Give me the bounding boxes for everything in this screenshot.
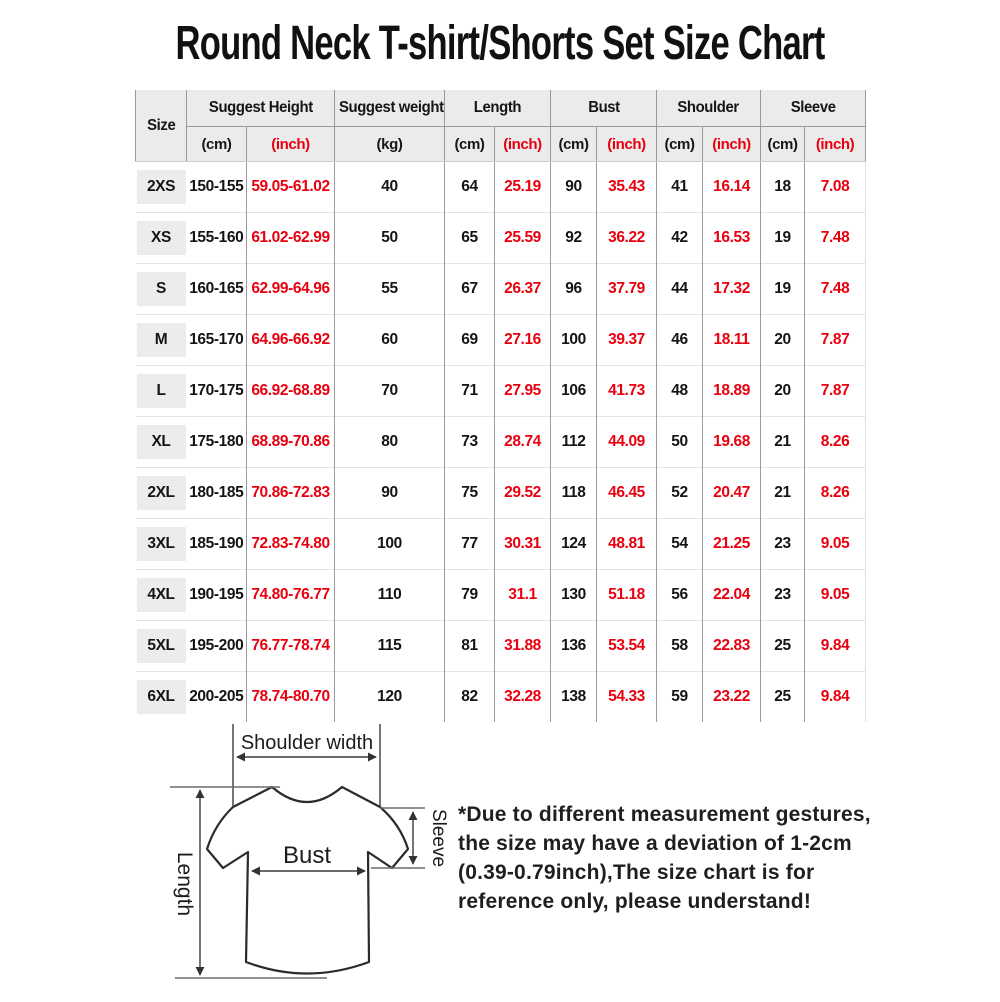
cell-bust-cm: 130 <box>551 570 597 621</box>
cell-size <box>136 264 187 315</box>
cell-sleeve-cm: 19 <box>761 264 805 315</box>
cell-height-inch: 70.86-72.83 <box>247 468 335 519</box>
cell-size <box>136 468 187 519</box>
cell-bust-inch: 51.18 <box>597 570 657 621</box>
cell-shoulder-inch: 17.32 <box>703 264 761 315</box>
cell-height-inch: 68.89-70.86 <box>247 417 335 468</box>
cell-bust-cm: 138 <box>551 672 597 723</box>
cell-size <box>136 315 187 366</box>
cell-shoulder-cm: 54 <box>657 519 703 570</box>
cell-height-cm: 185-190 <box>187 519 247 570</box>
cell-length-cm: 73 <box>445 417 495 468</box>
cell-height-inch: 76.77-78.74 <box>247 621 335 672</box>
cell-shoulder-inch: 22.83 <box>703 621 761 672</box>
cell-shoulder-cm: 44 <box>657 264 703 315</box>
cell-height-cm: 165-170 <box>187 315 247 366</box>
cell-shoulder-cm: 59 <box>657 672 703 723</box>
cell-shoulder-inch: 19.68 <box>703 417 761 468</box>
cell-sleeve-inch: 9.84 <box>805 621 866 672</box>
cell-sleeve-inch: 7.48 <box>805 213 866 264</box>
cell-height-inch: 74.80-76.77 <box>247 570 335 621</box>
table-row <box>136 570 866 621</box>
cell-length-cm: 69 <box>445 315 495 366</box>
cell-sleeve-cm: 20 <box>761 315 805 366</box>
cell-sleeve-inch: 9.05 <box>805 570 866 621</box>
cell-weight-kg: 70 <box>335 366 445 417</box>
cell-weight-kg: 60 <box>335 315 445 366</box>
cell-bust-cm: 106 <box>551 366 597 417</box>
size-chip: 6XL <box>137 680 186 714</box>
cell-sleeve-cm: 23 <box>761 519 805 570</box>
label-length: Length <box>173 851 196 917</box>
note-text <box>458 800 888 916</box>
size-chip: S <box>137 272 186 306</box>
cell-length-inch: 27.16 <box>495 315 551 366</box>
size-chart-table <box>135 90 866 722</box>
cell-weight-kg: 90 <box>335 468 445 519</box>
table-row <box>136 366 866 417</box>
cell-shoulder-cm: 50 <box>657 417 703 468</box>
size-chip: 5XL <box>137 629 186 663</box>
cell-length-cm: 77 <box>445 519 495 570</box>
unit-length-cm: (cm) <box>445 127 495 162</box>
cell-height-inch: 62.99-64.96 <box>247 264 335 315</box>
cell-bust-inch: 39.37 <box>597 315 657 366</box>
cell-shoulder-cm: 56 <box>657 570 703 621</box>
cell-size <box>136 570 187 621</box>
cell-sleeve-inch: 8.26 <box>805 417 866 468</box>
table-header <box>136 90 866 162</box>
unit-weight-kg: (kg) <box>335 127 445 162</box>
size-chip: 2XS <box>137 170 186 204</box>
cell-bust-cm: 100 <box>551 315 597 366</box>
cell-sleeve-inch: 9.84 <box>805 672 866 723</box>
tshirt-outline <box>207 787 408 974</box>
col-header-sleeve: Sleeve <box>761 90 866 127</box>
table-row <box>136 468 866 519</box>
cell-shoulder-cm: 48 <box>657 366 703 417</box>
size-chart-body <box>136 162 866 723</box>
table-row <box>136 162 866 213</box>
cell-shoulder-cm: 41 <box>657 162 703 213</box>
cell-height-inch: 66.92-68.89 <box>247 366 335 417</box>
cell-size <box>136 621 187 672</box>
size-chip: 3XL <box>137 527 186 561</box>
cell-height-cm: 195-200 <box>187 621 247 672</box>
cell-size <box>136 162 187 213</box>
unit-bust-inch: (inch) <box>597 127 657 162</box>
table-row <box>136 621 866 672</box>
tshirt-measurement-diagram <box>145 712 465 1002</box>
cell-shoulder-cm: 58 <box>657 621 703 672</box>
cell-shoulder-inch: 16.53 <box>703 213 761 264</box>
cell-length-inch: 30.31 <box>495 519 551 570</box>
cell-height-inch: 64.96-66.92 <box>247 315 335 366</box>
cell-bust-inch: 54.33 <box>597 672 657 723</box>
table-row <box>136 213 866 264</box>
cell-bust-inch: 36.22 <box>597 213 657 264</box>
cell-height-cm: 150-155 <box>189 178 244 195</box>
cell-height-cm: 190-195 <box>187 570 247 621</box>
cell-sleeve-inch: 9.05 <box>805 519 866 570</box>
cell-length-cm: 75 <box>445 468 495 519</box>
note-line: reference only, please understand! <box>458 890 812 913</box>
cell-length-inch: 32.28 <box>495 672 551 723</box>
cell-height-cm: 170-175 <box>187 366 247 417</box>
cell-sleeve-cm: 25 <box>761 672 805 723</box>
cell-sleeve-cm: 23 <box>761 570 805 621</box>
size-chip: XS <box>137 221 186 255</box>
unit-height-cm: (cm) <box>187 127 247 162</box>
cell-shoulder-inch: 18.89 <box>703 366 761 417</box>
cell-size <box>136 366 187 417</box>
cell-length-inch: 25.59 <box>495 213 551 264</box>
cell-bust-inch: 53.54 <box>597 621 657 672</box>
cell-weight-kg: 40 <box>335 162 445 213</box>
cell-height-cm: 155-160 <box>187 213 247 264</box>
cell-bust-inch: 41.73 <box>597 366 657 417</box>
cell-weight-kg: 100 <box>335 519 445 570</box>
cell-weight-kg: 55 <box>335 264 445 315</box>
cell-length-inch: 31.1 <box>495 570 551 621</box>
cell-bust-cm: 96 <box>551 264 597 315</box>
cell-bust-cm: 124 <box>551 519 597 570</box>
cell-length-inch: 26.37 <box>495 264 551 315</box>
cell-shoulder-inch: 23.22 <box>703 672 761 723</box>
cell-height-cm: 180-185 <box>187 468 247 519</box>
cell-height-cm: 160-165 <box>187 264 247 315</box>
size-chip: L <box>137 374 186 408</box>
size-chip: 4XL <box>137 578 186 612</box>
col-header-suggest-height: Suggest Height <box>187 90 335 127</box>
note-line: the size may have a deviation of 1-2cm <box>458 832 852 855</box>
cell-bust-cm: 112 <box>551 417 597 468</box>
cell-length-cm: 81 <box>445 621 495 672</box>
cell-height-inch: 59.05-61.02 <box>247 162 335 213</box>
cell-sleeve-inch: 7.87 <box>805 366 866 417</box>
cell-weight-kg: 120 <box>335 672 445 723</box>
cell-shoulder-inch: 21.25 <box>703 519 761 570</box>
cell-size <box>136 213 187 264</box>
cell-shoulder-inch: 22.04 <box>703 570 761 621</box>
cell-shoulder-cm: 46 <box>657 315 703 366</box>
size-chip: M <box>137 323 186 357</box>
cell-weight-kg: 80 <box>335 417 445 468</box>
note-line: (0.39-0.79inch),The size chart is for <box>458 861 815 884</box>
cell-bust-inch: 37.79 <box>597 264 657 315</box>
cell-shoulder-cm: 52 <box>657 468 703 519</box>
cell-shoulder-inch: 20.47 <box>703 468 761 519</box>
cell-sleeve-cm: 21 <box>761 468 805 519</box>
cell-length-inch: 28.74 <box>495 417 551 468</box>
cell-bust-cm: 118 <box>551 468 597 519</box>
cell-sleeve-cm: 20 <box>761 366 805 417</box>
size-chart <box>135 90 866 722</box>
cell-sleeve-cm: 18 <box>761 162 805 213</box>
cell-height-cm: 175-180 <box>187 417 247 468</box>
cell-length-cm: 79 <box>445 570 495 621</box>
unit-sleeve-cm: (cm) <box>761 127 805 162</box>
cell-shoulder-inch: 18.11 <box>703 315 761 366</box>
table-row <box>136 315 866 366</box>
unit-height-inch: (inch) <box>247 127 335 162</box>
cell-weight-kg: 115 <box>335 621 445 672</box>
col-header-bust: Bust <box>551 90 657 127</box>
cell-length-cm: 67 <box>445 264 495 315</box>
col-header-shoulder: Shoulder <box>657 90 761 127</box>
size-chip: 2XL <box>137 476 186 510</box>
cell-bust-cm: 92 <box>551 213 597 264</box>
cell-bust-inch: 35.43 <box>597 162 657 213</box>
unit-sleeve-inch: (inch) <box>805 127 866 162</box>
table-row <box>136 264 866 315</box>
cell-bust-cm: 136 <box>551 621 597 672</box>
cell-length-cm: 64 <box>445 162 495 213</box>
label-shoulder-width: Shoulder width <box>240 732 374 754</box>
cell-bust-inch: 44.09 <box>597 417 657 468</box>
cell-length-inch: 29.52 <box>495 468 551 519</box>
cell-shoulder-inch: 16.14 <box>703 162 761 213</box>
cell-height-inch: 61.02-62.99 <box>247 213 335 264</box>
cell-length-cm: 71 <box>445 366 495 417</box>
col-header-size: Size <box>136 90 187 162</box>
table-row <box>136 417 866 468</box>
col-header-suggest-weight: Suggest weight <box>335 90 445 127</box>
cell-sleeve-cm: 19 <box>761 213 805 264</box>
cell-sleeve-cm: 25 <box>761 621 805 672</box>
cell-weight-kg: 50 <box>335 213 445 264</box>
cell-height-inch: 78.74-80.70 <box>247 672 335 723</box>
cell-length-inch: 25.19 <box>495 162 551 213</box>
cell-sleeve-inch: 8.26 <box>805 468 866 519</box>
label-sleeve: Sleeve <box>428 808 449 868</box>
cell-bust-inch: 46.45 <box>597 468 657 519</box>
unit-shoulder-cm: (cm) <box>657 127 703 162</box>
cell-shoulder-cm: 42 <box>657 213 703 264</box>
cell-weight-kg: 110 <box>335 570 445 621</box>
cell-bust-inch: 48.81 <box>597 519 657 570</box>
cell-bust-cm: 90 <box>551 162 597 213</box>
col-header-length: Length <box>445 90 551 127</box>
table-row <box>136 519 866 570</box>
cell-sleeve-inch: 7.87 <box>805 315 866 366</box>
cell-length-cm: 65 <box>445 213 495 264</box>
cell-length-inch: 27.95 <box>495 366 551 417</box>
cell-sleeve-inch: 7.08 <box>805 162 866 213</box>
cell-height-inch: 72.83-74.80 <box>247 519 335 570</box>
label-bust: Bust <box>282 842 332 869</box>
cell-size <box>136 417 187 468</box>
cell-height-cm: 200-205 <box>187 672 247 723</box>
note-line: *Due to different measurement gestures, <box>458 803 871 826</box>
size-chip: XL <box>137 425 186 459</box>
cell-size <box>136 519 187 570</box>
cell-length-inch: 31.88 <box>495 621 551 672</box>
cell-sleeve-inch: 7.48 <box>805 264 866 315</box>
unit-shoulder-inch: (inch) <box>703 127 761 162</box>
unit-bust-cm: (cm) <box>551 127 597 162</box>
cell-sleeve-cm: 21 <box>761 417 805 468</box>
unit-length-inch: (inch) <box>495 127 551 162</box>
cell-length-cm: 82 <box>445 672 495 723</box>
page-title: Round Neck T-shirt/Shorts Set Size Chart <box>175 17 825 70</box>
